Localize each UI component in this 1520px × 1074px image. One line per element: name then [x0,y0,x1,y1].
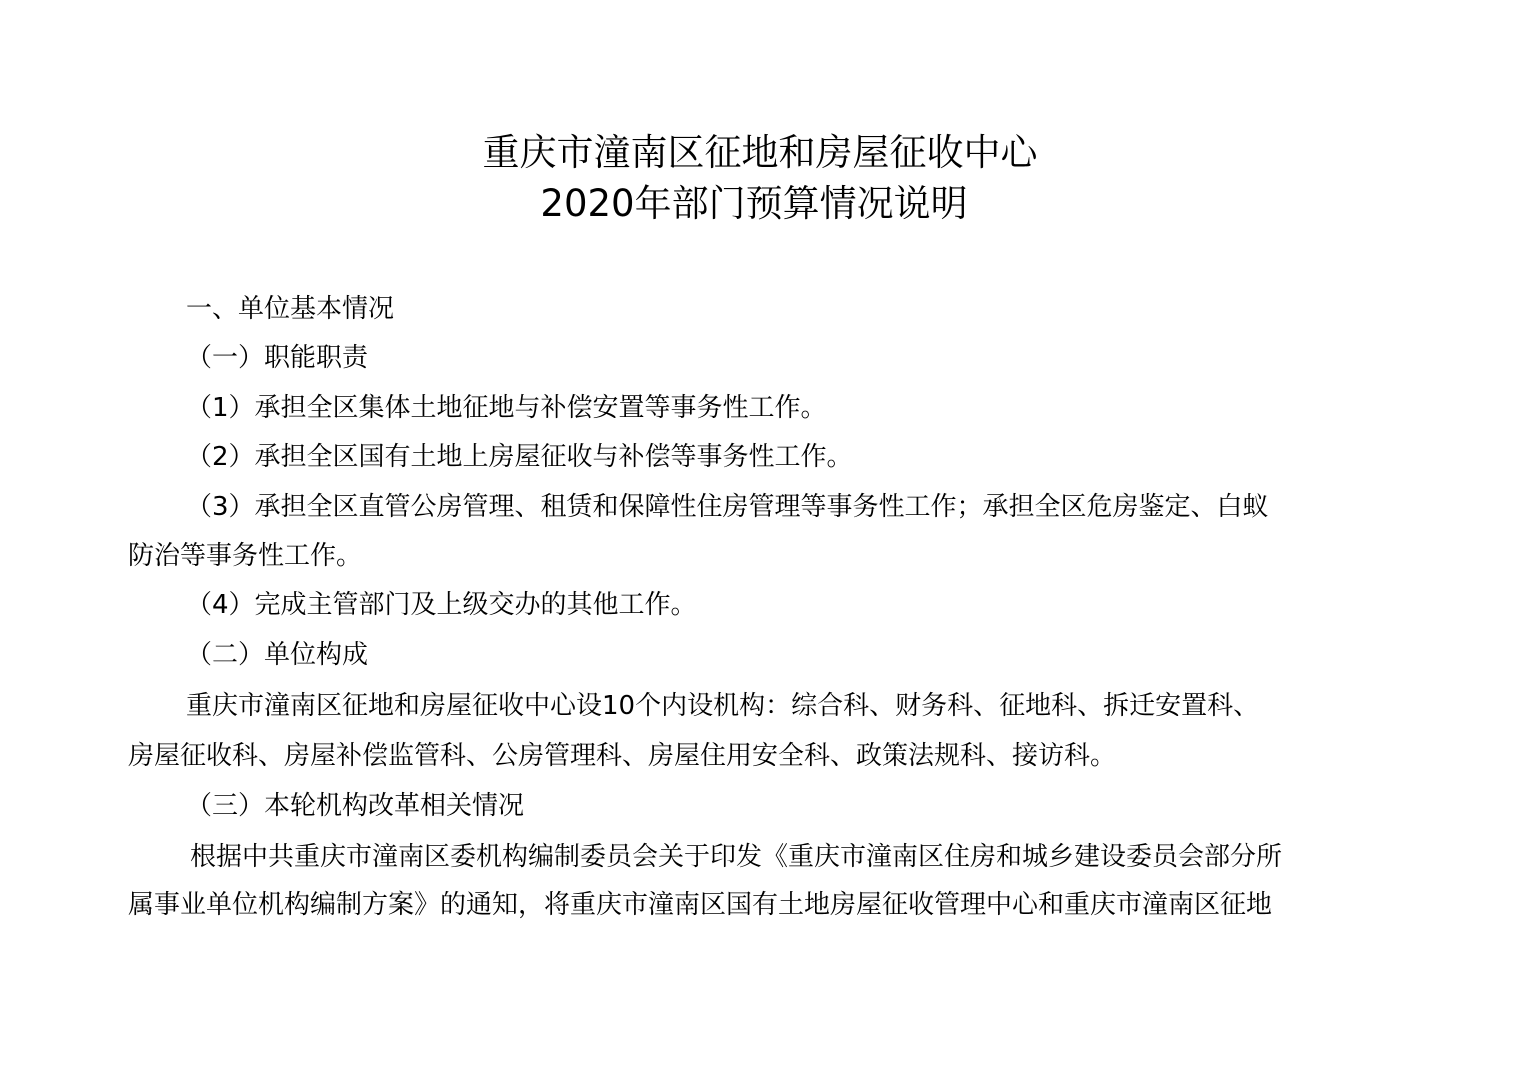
document-title-line-2: 2020年部门预算情况说明 [540,182,968,225]
subsection-heading-duties: （一）职能职责 [186,343,369,373]
composition-paragraph-continued: 房屋征收科、房屋补偿监管科、公房管理科、房屋住用安全科、政策法规科、接访科。 [128,741,1117,771]
composition-paragraph: 重庆市潼南区征地和房屋征收中心设10个内设机构：综合科、财务科、征地科、拆迁安置科、 [186,691,1260,721]
duty-item-3: （3）承担全区直管公房管理、租赁和保障性住房管理等事务性工作；承担全区危房鉴定、白蚁 [186,492,1269,522]
duty-item-2: （2）承担全区国有土地上房屋征收与补偿等事务性工作。 [186,442,853,472]
document-title-line-1: 重庆市潼南区征地和房屋征收中心 [482,131,1038,174]
subsection-heading-reform: （三）本轮机构改革相关情况 [186,791,525,821]
duty-item-1: （1）承担全区集体土地征地与补偿安置等事务性工作。 [186,393,827,423]
section-heading-basic-info: 一、单位基本情况 [186,294,395,324]
reform-paragraph: 根据中共重庆市潼南区委机构编制委员会关于印发《重庆市潼南区住房和城乡建设委员会部分所 [190,842,1283,872]
subsection-heading-composition: （二）单位构成 [186,640,369,670]
reform-paragraph-continued: 属事业单位机构编制方案》的通知，将重庆市潼南区国有土地房屋征收管理中心和重庆市潼南区征地 [128,890,1273,920]
duty-item-3-continued: 防治等事务性工作。 [128,541,363,571]
duty-item-4: （4）完成主管部门及上级交办的其他工作。 [186,590,697,620]
